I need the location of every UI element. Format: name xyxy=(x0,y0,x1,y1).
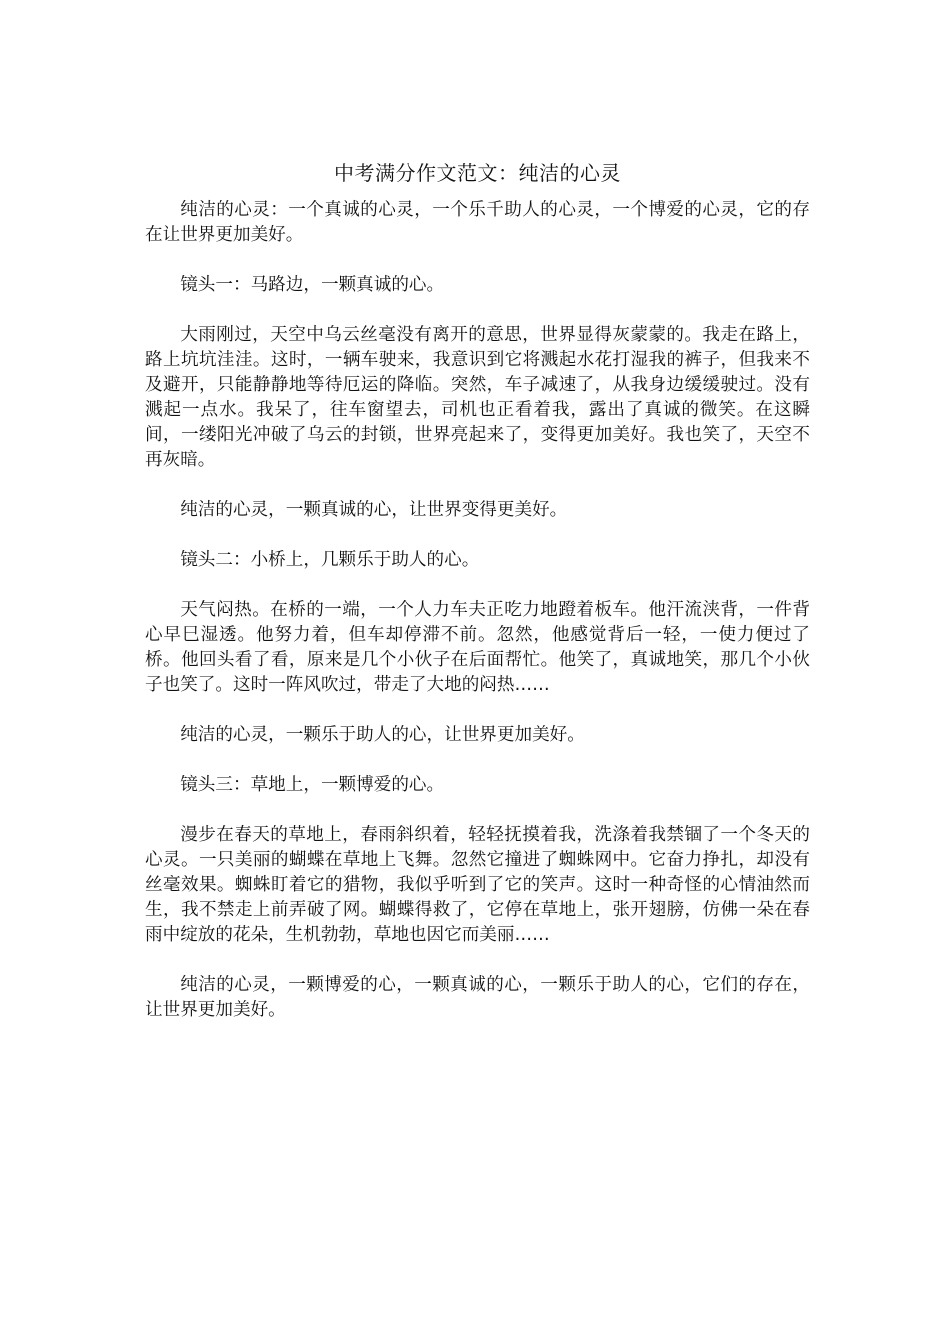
document-page xyxy=(145,160,810,1048)
paragraph-final-conclusion: 纯洁的心灵，一颗博爱的心，一颗真诚的心，一颗乐于助人的心，它们的存在，让世界更加美好。 xyxy=(145,975,810,1020)
paragraph-scene-two-body: 天气闷热。在桥的一端，一个人力车夫正吃力地蹬着板车。他汗流浃背，一件背心早巳湿透。他努力着，但车却停滞不前。忽然，他感觉背后一轻，一使力便过了桥。他回头看了看，原来是几个小伙子在后面帮忙。他笑了，真诚地笑，那几个小伙子也笑了。这时一阵风吹过，带走了大地的闷热…… xyxy=(145,600,810,695)
paragraph-intro: 纯洁的心灵：一个真诚的心灵，一个乐千助人的心灵，一个博爱的心灵，它的存在让世界更加美好。 xyxy=(145,200,810,245)
paragraph-scene-one-body: 大雨刚过，天空中乌云丝毫没有离开的意思，世界显得灰蒙蒙的。我走在路上，路上坑坑洼洼。这时，一辆车驶来，我意识到它将溅起水花打湿我的裤子，但我来不及避开，只能静静地等待厄运的降临。突然，车子减速了，从我身边缓缓驶过。没有溅起一点水。我呆了，往车窗望去，司机也正看着我，露出了真诚的微笑。在这瞬间，一缕阳光冲破了乌云的封锁，世界亮起来了，变得更加美好。我也笑了，天空不再灰暗。 xyxy=(145,325,810,470)
paragraph-scene-three-body: 漫步在春天的草地上，春雨斜织着，轻轻抚摸着我，洗涤着我禁锢了一个冬天的心灵。一只美丽的蝴蝶在草地上飞舞。忽然它撞进了蜘蛛网中。它奋力挣扎，却没有丝毫效果。蜘蛛盯着它的猎物，我似乎听到了它的笑声。这时一种奇怪的心情油然而生，我不禁走上前弄破了网。蝴蝶得救了，它停在草地上，张开翅膀，仿佛一朵在春雨中绽放的花朵，生机勃勃，草地也因它而美丽…… xyxy=(145,825,810,945)
paragraph-scene-one-heading: 镜头一：马路边，一颗真诚的心。 xyxy=(180,275,445,295)
paragraph-scene-two-conclusion: 纯洁的心灵，一颗乐于助人的心，让世界更加美好。 xyxy=(180,725,585,745)
paragraph-scene-three-heading: 镜头三：草地上，一颗博爱的心。 xyxy=(180,775,445,795)
paragraph-scene-one-conclusion: 纯洁的心灵，一颗真诚的心，让世界变得更美好。 xyxy=(180,500,568,520)
paragraph-scene-two-heading: 镜头二：小桥上，几颗乐于助人的心。 xyxy=(180,550,480,570)
document-title: 中考满分作文范文：纯洁的心灵 xyxy=(334,161,621,185)
